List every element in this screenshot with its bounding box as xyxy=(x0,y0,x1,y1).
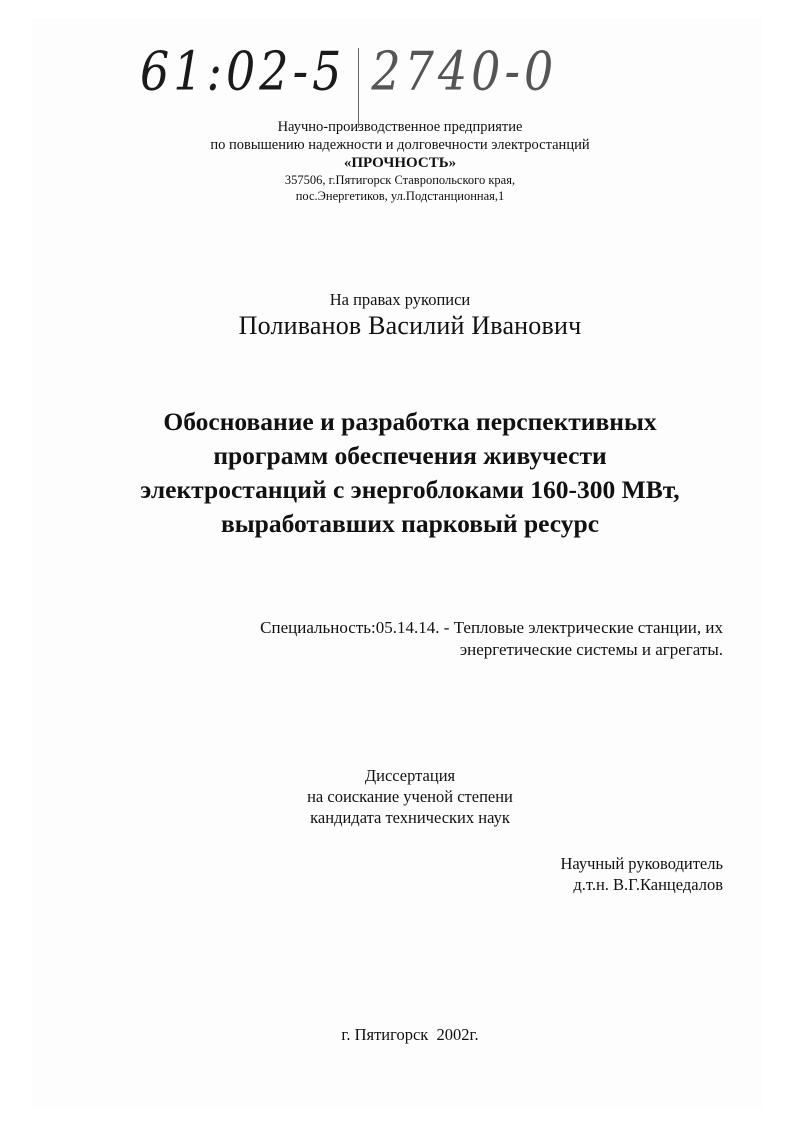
dissertation-degree-block xyxy=(260,765,560,828)
organization-header xyxy=(180,118,620,204)
organization-line-1: Научно-производственное предприятие xyxy=(277,119,523,135)
handwritten-code-left: 61:02-5 xyxy=(140,40,346,103)
specialty-line-1: Специальность:05.14.14. - Тепловые электрические станции, их xyxy=(260,618,723,637)
dissertation-degree-line-1: на соискание ученой степени xyxy=(307,787,513,806)
dissertation-title xyxy=(80,405,740,541)
handwritten-catalog-code xyxy=(140,40,580,110)
title-line: программ обеспечения живучести xyxy=(213,441,607,470)
organization-line-2: по повышению надежности и долговечности электростанций xyxy=(210,137,590,153)
organization-address-line-2: пос.Энергетиков, ул.Подстанционная,1 xyxy=(295,189,505,203)
manuscript-rights-note: На правах рукописи xyxy=(329,290,471,309)
title-line: Обоснование и разработка перспективных xyxy=(163,407,657,436)
handwritten-divider-line xyxy=(358,48,359,128)
supervisor-label: Научный руководитель xyxy=(560,854,723,873)
dissertation-degree-line-2: кандидата технических наук xyxy=(310,808,510,827)
specialty-line-2: энергетические системы и агрегаты. xyxy=(459,640,723,659)
city-year-footer: г. Пятигорск 2002г. xyxy=(341,1025,479,1044)
handwritten-code-right: 2740-0 xyxy=(371,40,558,103)
supervisor-name: д.т.н. В.Г.Канцедалов xyxy=(573,875,723,894)
handwritten-code-text xyxy=(140,40,557,102)
organization-address-line-1: 357506, г.Пятигорск Ставропольского края, xyxy=(284,173,516,187)
title-line: электростанций с энергоблоками 160-300 МВт, xyxy=(140,475,680,504)
author-name: Поливанов Василий Иванович xyxy=(238,311,582,340)
supervisor-block xyxy=(440,853,723,895)
dissertation-label: Диссертация xyxy=(364,766,456,785)
specialty-block xyxy=(200,617,723,661)
organization-name: «ПРОЧНОСТЬ» xyxy=(343,155,457,171)
title-line: выработавших парковый ресурс xyxy=(220,509,600,538)
